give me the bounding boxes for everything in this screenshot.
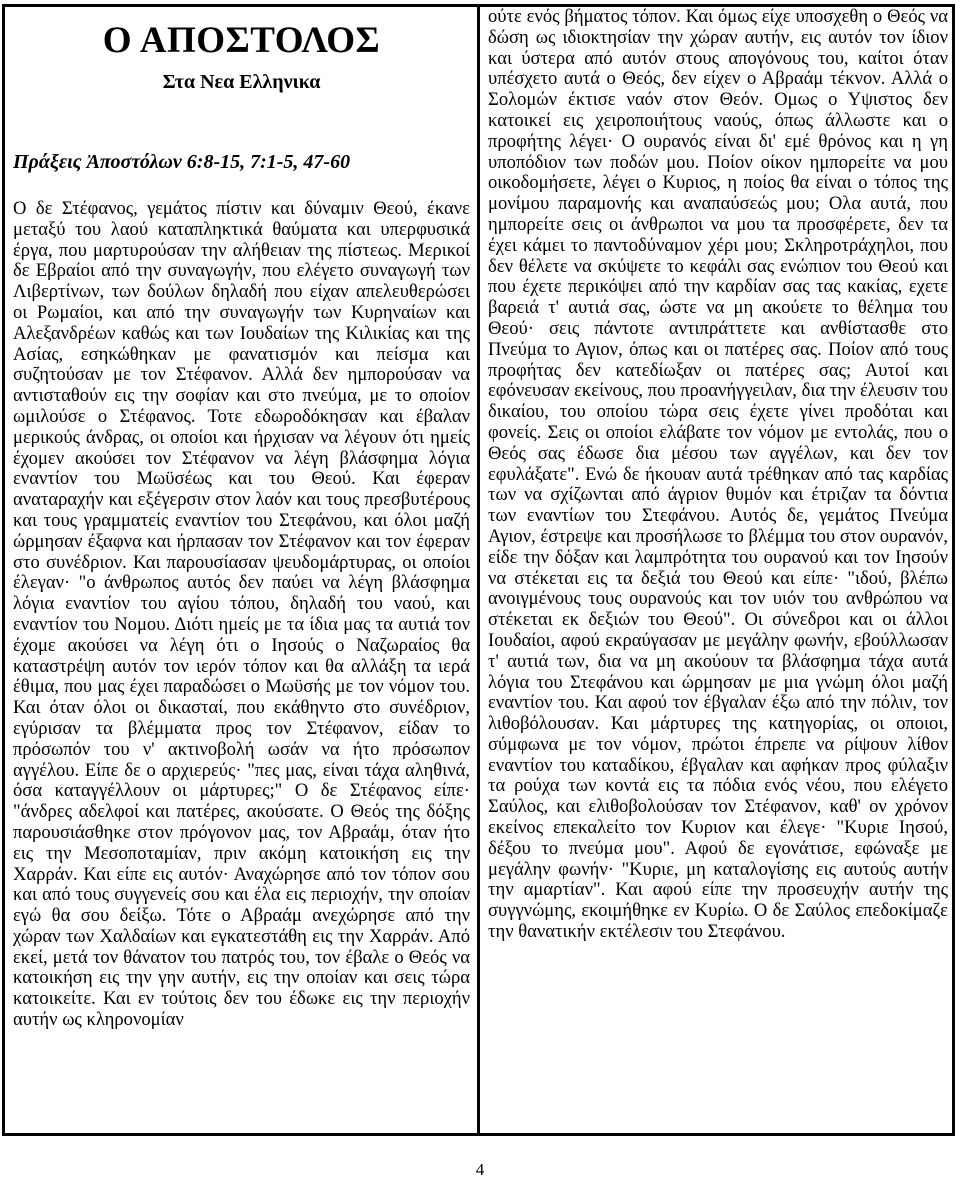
left-column	[13, 7, 470, 1031]
page-number: 4	[475, 1160, 485, 1179]
scripture-reference: Πράξεις Ἀποστόλων 6:8-15, 7:1-5, 47-60	[13, 151, 351, 173]
left-column-text: Ο δε Στέφανος, γεμάτος πίστιν και δύναμιν Θεού, έκανε μεταξύ του λαού καταπληκτικά θαύματα και υπερφυσικά έργα, που μαρτυρούσαν την αλήθειαν της πίστεως. Μερικοί δε Εβραίοι από την συναγωγήν, που ελέγετο συναγωγή των Λιβερτίνων, των δούλων δηλαδή που είχαν απελευθερώσει οι Ρωμαίοι, και από την συναγωγήν των Κυρηναίων και Αλεξανδρέων καθώς και των Ιουδαίων της Κιλικίας και της Ασίας, εσηκώθηκαν με φανατισμόν και πείσμα και συζητούσαν με τον Στέφανον. Αλλά δεν ημπορούσαν να αντισταθούν εις την σοφίαν και στο πνεύμα, με το οποίον ωμιλούσε ο Στέφανος. Τοτε εδωροδόκησαν και έβαλαν μερικούς άνδρας, οι οποίοι και ήρχισαν να λέγουν ότι ημείς έχομεν ακούσει τον Στέφανον να λέγη βλάσφημα λόγια εναντίον του Μωϋσέως και του Θεού. Και έφεραν αναταραχήν και εξέγερσιν στον λαόν και τους πρεσβυτέρους και τους γραμματείς εναντίον του Στεφάνου, και όλοι μαζή ώρμησαν έξαφνα και ήρπασαν τον Στέφανον και τον έφεραν στο συνέδριον. Και παρουσίασαν ψευδομάρτυρας, οι οποίοι έλεγαν· "ο άνθρωπος αυτός δεν παύει να λέγη βλάσφημα λόγια εναντίον του αγίου τόπου, δηλαδή του ναού, και εναντίον του Νομου. Διότι ημείς με τα ίδια μας τα αυτιά τον έχομε ακούσει να λέγη ότι ο Ιησούς ο Ναζωραίος θα καταστρέψη αυτόν τον ιερόν τόπον και θα αλλάξη τα ιερά έθιμα, που μας έχει παραδώσει ο Μωϋσής με τον νόμον του. Και όταν όλοι οι δικασταί, που εκάθηντο στο συνέδριον, εγύρισαν τα βλέμματα προς τον Στέφανον, είδαν το πρόσωπόν του ν' ακτινοβολή ωσάν να ήτο πρόσωπον αγγέλου. Είπε δε ο αρχιερεύς· "πες μας, είναι τάχα αληθινά, όσα καταγγέλλουν οι μάρτυρες;" Ο δε Στέφανος είπε· "άνδρες αδελφοί και πατέρες, ακούσατε. Ο Θεός της δόξης παρουσιάσθηκε στον πρόγονον μας, τον Αβραάμ, όταν ήτο εις την Μεσοποταμίαν, πριν ακόμη κατοικήση εις την Χαρράν. Και είπε εις αυτόν· Αναχώρησε από τον τόπον σου και από τους συγγενείς σου και έλα εις περιοχήν, την οποίαν εγώ θα σου δείξω. Τότε ο Αβραάμ ανεχώρησε από την χώραν των Χαλδαίων και εγκατεστάθη εις την Χαρράν. Από εκεί, μετά τον θάνατον του πατρός του, τον έβαλε ο Θεός να κατοικήση εις την γην αυτήν, εις την οποίαν και σεις τώρα κατοικείτε. Και εν τούτοις δεν του έδωκε εις την περιοχήν αυτήν ως κληρονομίαν	[13, 198, 470, 1031]
right-column-text: ούτε ενός βήματος τόπον. Και όμως είχε υποσχεθη ο Θεός να δώση ως ιδιοκτησίαν την χώραν αυτήν, εις αυτόν τον ίδιον και ύστερα από αυτόν στους απογόνους του, καίτοι όταν υπέσχετο αυτά ο Θεός, δεν είχεν ο Αβραάμ τέκνον. Αλλά ο Σολομών έκτισε ναόν στον Θεόν. Ομως ο Υψιστος δεν κατοικεί εις χειροποιήτους ναούς, όπως άλλωστε και ο προφήτης λέγει· Ο ουρανός είναι δι' εμέ θρόνος και η γη υποπόδιον των ποδών μου. Ποίον οίκον ημπορείτε να μου οικοδομήσετε, λέγει ο Κυριος, η ποίος θα είναι ο τόπος της μονίμου παραμονής και αναπαύσεώς μου; Ολα αυτά, που ημπορείτε σεις οι άνθρωποι να μου τα προσφέρετε, δεν τα έχει κάμει το παντοδύναμον χέρι μου; Σκληροτράχηλοι, που δεν θέλετε να σκύψετε το κεφάλι σας ενώπιον του Θεού και που έχετε περικόψει από την καρδίαν σας τας κακίας, εχετε βαρειά τ' αυτιά σας, ώστε να μη ακούετε το θέλημα του Θεού· σεις πάντοτε αντιπράττετε και ανθίστασθε στο Πνεύμα το Αγιον, όπως και οι πατέρες σας. Ποίον από τους προφήτας δεν κατεδίωξαν οι πατέρες σας; Αυτοί και εφόνευσαν εκείνους, που προανήγγειλαν, δια την έλευσιν του δικαίου, του οποίου τώρα σεις έχετε γίνει προδόται και φονείς. Σεις οι οποίοι ελάβατε τον νόμον με εντολάς, που ο Θεός σας έδωσε δια μέσου των αγγέλων, και δεν τον εφυλάξατε". Ενώ δε ήκουαν αυτά τρέθηκαν από τας καρδίας των να σχίζωνται από άγριον θυμόν και έτριζαν τα δόντια των εναντίων του Στεφάνου. Αυτός δε, γεμάτος Πνεύμα Αγιον, έστρεψε και προσήλωσε το βλέμμα του στον ουρανόν, είδε την δόξαν και λαμπρότητα του ουρανού και τον Ιησούν να στέκεται εις τα δεξιά του Θεού και είπε· "ιδού, βλέπω ανοιγμένους τους ουρανούς και τον υιόν του ανθρώπου να στέκεται εκ δεξιών του Θεού". Οι σύνεδροι και οι άλλοι Ιουδαίοι, αφού εκραύγασαν με μεγάλην φωνήν, εβούλλωσαν τ' αυτιά των, δια να μη ακούουν τα βλάσφημα τάχα αυτά λόγια του Στεφάνου και ώρμησαν με μια γνώμη όλοι μαζή εναντίον του. Και αφού τον έβγαλαν έξω από την πόλιν, τον λιθοβόλουσαν. Και μάρτυρες της κατηγορίας, οι οποιοι, σύμφωνα με τον νόμον, πρώτοι έπρεπε να ρίψουν λίθον εναντίον του καταδίκου, έβγαλαν και αφήκαν προς φύλαξιν τα ρούχα των κοντά εις τα πόδια ενός νέου, που ελέγετο Σαύλος, και ελιθοβολούσαν τον Στέφανον, καθ' ον χρόνον εκείνος επεκαλείτο τον Κυριον και έλεγε· "Κυριε Ιησού, δέξου το πνεύμα μου". Αφού δε εγονάτισε, εφώναξε με μεγάλην φωνήν· "Κυριε, μη καταλογίσης εις αυτούς αυτήν την αμαρτίαν". Και αφού είπε την προσευχήν αυτήν της συγγνώμης, εκοιμήθηκε εν Κυρίω. Ο δε Σαύλος επεδοκίμαζε την θανατικήν εκτέλεσιν του Στεφάνου.	[488, 6, 948, 943]
page-subtitle: Στα Νεα Ελληνικα	[162, 71, 321, 93]
right-column	[488, 7, 948, 943]
page-title: Ο ΑΠΟΣΤΟΛΟΣ	[102, 20, 381, 61]
column-divider	[477, 4, 480, 1136]
